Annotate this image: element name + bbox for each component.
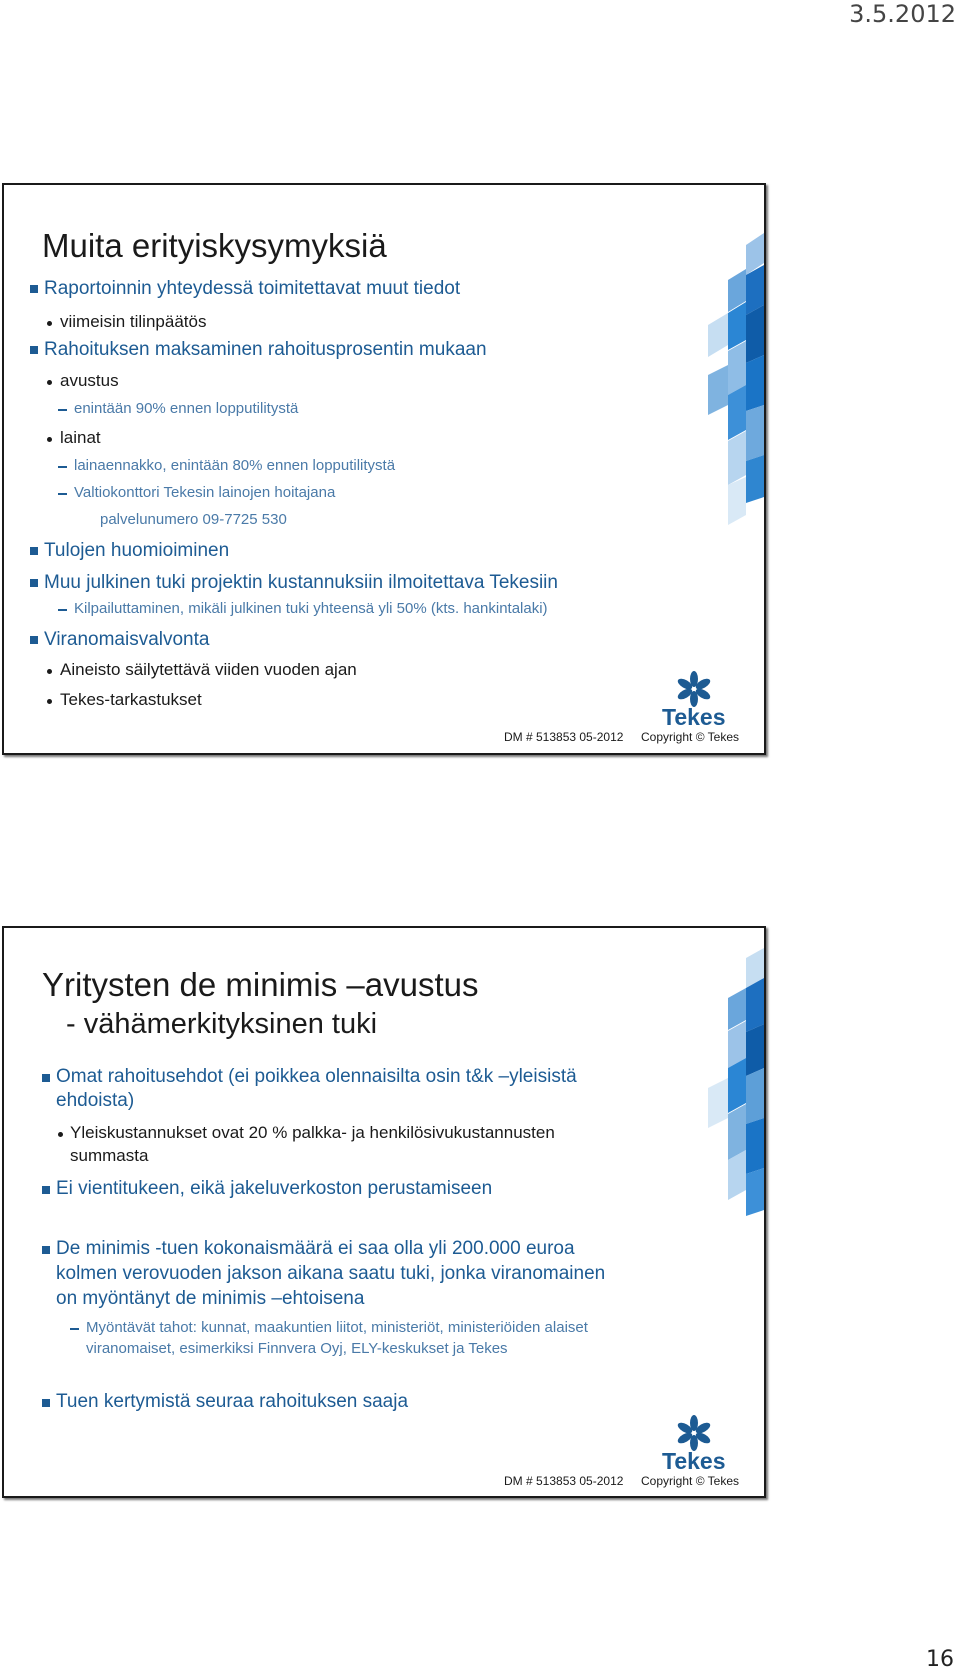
bullet-item: Tuen kertymistä seuraa rahoituksen saaja <box>56 1391 409 1412</box>
tekes-star-icon <box>676 1415 712 1451</box>
bullet-item: viimeisin tilinpäätös <box>60 312 207 331</box>
decorative-mosaic <box>694 185 764 565</box>
dot-bullet-icon <box>47 321 52 326</box>
bullet-item-continuation: on myöntänyt de minimis –ehtoisena <box>56 1288 365 1309</box>
bullet-item: lainat <box>60 428 101 447</box>
dash-bullet-icon <box>58 493 67 495</box>
footer-document-number: DM # 513853 05-2012 <box>504 730 624 744</box>
dash-bullet-icon <box>58 409 67 411</box>
footer-copyright: Copyright © Tekes <box>641 1474 739 1488</box>
bullet-item-continuation: viranomaiset, esimerkiksi Finnvera Oyj, ELY-keskukset ja Tekes <box>86 1340 508 1357</box>
tekes-logo-text: Tekes <box>662 1448 726 1474</box>
slide-2 <box>2 926 766 1498</box>
square-bullet-icon <box>42 1246 50 1254</box>
page-number: 16 <box>926 1647 954 1672</box>
bullet-item: Myöntävät tahot: kunnat, maakuntien liitot, ministeriöt, ministeriöiden alaiset <box>86 1319 588 1336</box>
slide-title: Muita erityiskysymyksiä <box>42 227 387 264</box>
footer-document-number: DM # 513853 05-2012 <box>504 1474 624 1488</box>
square-bullet-icon <box>42 1399 50 1407</box>
square-bullet-icon <box>30 285 38 293</box>
dot-bullet-icon <box>47 437 52 442</box>
slide-subtitle: - vähämerkityksinen tuki <box>66 1008 378 1040</box>
bullet-item: Kilpailuttaminen, mikäli julkinen tuki yhteensä yli 50% (kts. hankintalaki) <box>74 600 548 617</box>
slide-1 <box>2 183 766 755</box>
tekes-star-icon <box>676 671 712 707</box>
bullet-item-continuation: kolmen verovuoden jakson aikana saatu tuki, jonka viranomainen <box>56 1263 606 1284</box>
bullet-item: Muu julkinen tuki projektin kustannuksiin ilmoitettava Tekesiin <box>44 572 558 593</box>
square-bullet-icon <box>30 636 38 644</box>
bullet-item-continuation: summasta <box>70 1146 149 1165</box>
dot-bullet-icon <box>47 669 52 674</box>
bullet-item: avustus <box>60 371 119 390</box>
bullet-item: Viranomaisvalvonta <box>44 629 210 650</box>
dash-bullet-icon <box>70 1328 79 1330</box>
bullet-item-continuation: ehdoista) <box>56 1090 135 1111</box>
tekes-logo-text: Tekes <box>662 704 726 730</box>
square-bullet-icon <box>42 1074 50 1082</box>
bullet-item: Omat rahoitusehdot (ei poikkea olennaisilta osin t&k –yleisistä <box>56 1066 577 1087</box>
bullet-item: Ei vientitukeen, eikä jakeluverkoston perustamiseen <box>56 1178 493 1199</box>
square-bullet-icon <box>42 1186 50 1194</box>
bullet-item: lainaennakko, enintään 80% ennen lopputilitystä <box>74 457 396 474</box>
bullet-item-continuation: palvelunumero 09-7725 530 <box>100 511 287 528</box>
decorative-mosaic <box>694 928 764 1288</box>
bullet-item: Valtiokonttori Tekesin lainojen hoitajana <box>74 484 336 501</box>
footer-copyright: Copyright © Tekes <box>641 730 739 744</box>
bullet-item: Tulojen huomioiminen <box>44 540 230 561</box>
square-bullet-icon <box>30 346 38 354</box>
dash-bullet-icon <box>58 466 67 468</box>
square-bullet-icon <box>30 579 38 587</box>
bullet-item: Aineisto säilytettävä viiden vuoden ajan <box>60 660 357 679</box>
bullet-item: enintään 90% ennen lopputilitystä <box>74 400 299 417</box>
square-bullet-icon <box>30 547 38 555</box>
bullet-item: Tekes-tarkastukset <box>60 690 202 709</box>
bullet-item: De minimis -tuen kokonaismäärä ei saa olla yli 200.000 euroa <box>56 1238 575 1259</box>
bullet-item: Raportoinnin yhteydessä toimitettavat muut tiedot <box>44 278 461 299</box>
bullet-item: Rahoituksen maksaminen rahoitusprosentin mukaan <box>44 339 487 360</box>
dot-bullet-icon <box>47 699 52 704</box>
dot-bullet-icon <box>47 380 52 385</box>
page-date: 3.5.2012 <box>849 0 956 28</box>
slide-title: Yritysten de minimis –avustus <box>42 966 479 1003</box>
bullet-item: Yleiskustannukset ovat 20 % palkka- ja henkilösivukustannusten <box>70 1123 555 1142</box>
dot-bullet-icon <box>58 1132 63 1137</box>
dash-bullet-icon <box>58 609 67 611</box>
